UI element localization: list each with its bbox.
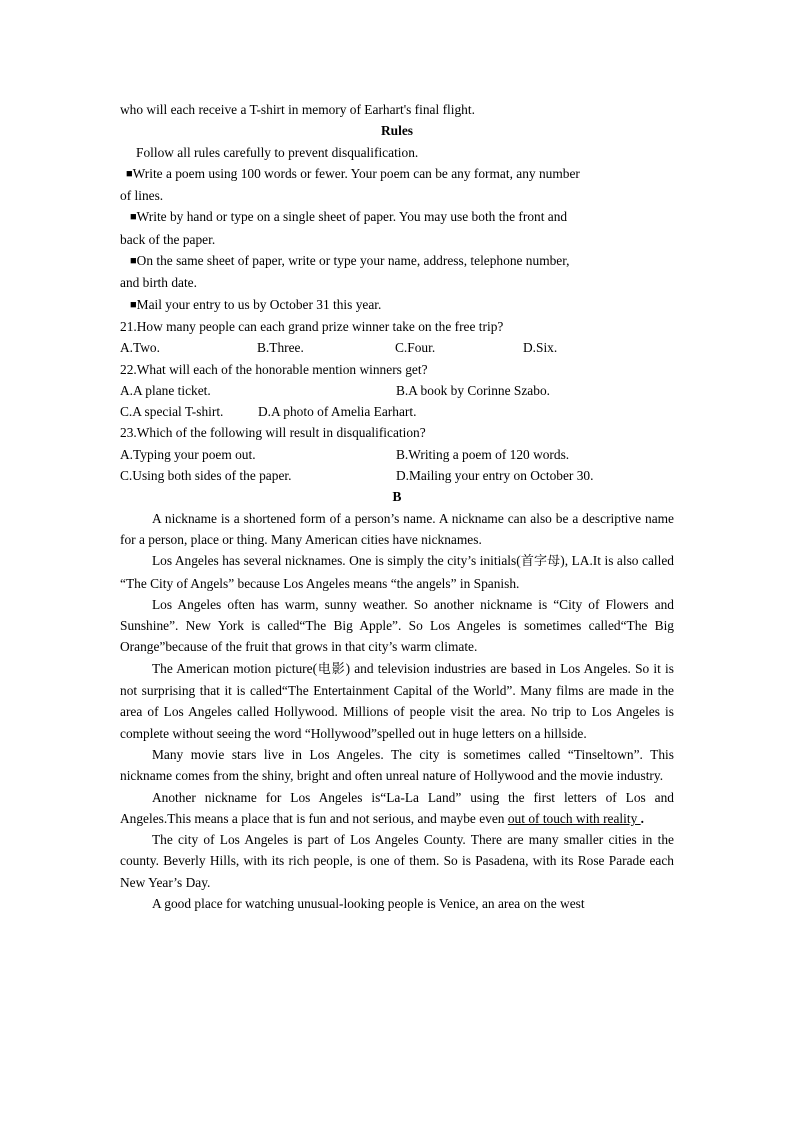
section-b-heading: B [392, 489, 402, 505]
paragraph-6-text-b: . [640, 810, 644, 826]
bullet-icon: ■ [130, 211, 137, 224]
option-c: C.A special T-shirt. [120, 404, 224, 420]
question-21-stem: 21.How many people can each grand prize winner take on the free trip? [120, 318, 504, 334]
bullet-icon: ■ [126, 167, 133, 180]
question-22-options-row1 [120, 380, 674, 401]
question-22-options-row2 [120, 401, 674, 422]
rules-lead: Follow all rules carefully to prevent disqualification. [136, 144, 419, 160]
bullet-icon: ■ [130, 298, 137, 311]
question-21-options [120, 337, 674, 358]
option-d: D.Mailing your entry on October 30. [396, 468, 594, 484]
rule-item-2 [120, 206, 674, 228]
rule-text: Write by hand or type on a single sheet of paper. You may use both the front and [136, 209, 568, 225]
paragraph-4-text-b: ) and television industries are based in Los Angeles. So it is not surprising that it is called“The Entertainment Capital of the World”. Many films are made in the area of Los Angeles called Hollywood. Millions of people visit the area. No trip to Los Angeles is complete without seeing the word “Hollywood”spelled out in huge letters on a hillside. [120, 660, 674, 741]
paragraph-2-cjk: 首字母 [520, 554, 561, 570]
rule-item-1 [120, 163, 674, 185]
rule-item-2-cont: back of the paper. [120, 231, 216, 247]
rule-item-3-cont: and birth date. [120, 275, 197, 291]
paragraph-2 [120, 550, 674, 594]
rule-text: Write a poem using 100 words or fewer. Your poem can be any format, any number [132, 165, 580, 181]
rule-item-1-cont: of lines. [120, 188, 164, 204]
paragraph-1: A nickname is a shortened form of a person’s name. A nickname can also be a descriptive name for a person, place or thing. Many American cities have nicknames. [120, 510, 674, 547]
question-23-options-row2 [120, 465, 674, 486]
paragraph-3: Los Angeles often has warm, sunny weather. So another nickname is “City of Flowers and Sunshine”. New York is called“The Big Apple”. So Los Angeles is sometimes called“The Big Orange”because of the fruit that grows in that city’s warm climate. [120, 596, 674, 655]
paragraph-7: The city of Los Angeles is part of Los Angeles County. There are many smaller cities in the county. Beverly Hills, with its rich people, is one of them. So is Pasadena, with its Rose Parade each New Year’s Day. [120, 832, 674, 890]
option-d: D.Six. [523, 340, 558, 356]
paragraph-6 [120, 787, 674, 830]
question-23-stem: 23.Which of the following will result in disqualification? [120, 425, 426, 441]
paragraph-4 [120, 658, 674, 744]
paragraph-4-text-a: The American motion picture( [152, 660, 318, 676]
paragraph-6-text-a: Another nickname for Los Angeles is“La-La Land” using the first letters of Los and Angeles.This means a place that is fun and not serious, and maybe even [120, 789, 674, 826]
option-b: B.A book by Corinne Szabo. [396, 382, 550, 398]
option-d: D.A photo of Amelia Earhart. [258, 404, 417, 420]
paragraph-2-text-b: ), LA.It is also called “The City of Angels” because Los Angeles means “the angels” in Spanish. [120, 553, 674, 591]
question-23-options-row1 [120, 444, 674, 465]
option-a: A.Typing your poem out. [120, 446, 256, 462]
rule-item-3 [120, 250, 674, 272]
option-c: C.Four. [395, 340, 436, 356]
paragraph-4-cjk: 电影 [317, 661, 346, 677]
option-a: A.Two. [120, 340, 160, 356]
rule-text: Mail your entry to us by October 31 this year. [136, 296, 382, 312]
option-c: C.Using both sides of the paper. [120, 468, 292, 484]
document-page [120, 99, 674, 914]
intro-tail: who will each receive a T-shirt in memory of Earhart's final flight. [120, 102, 475, 117]
option-b: B.Three. [257, 340, 304, 356]
paragraph-2-text-a: Los Angeles has several nicknames. One is simply the city’s initials( [152, 553, 521, 569]
option-b: B.Writing a poem of 120 words. [396, 446, 570, 462]
bullet-icon: ■ [130, 255, 137, 268]
rule-item-4 [120, 294, 674, 316]
underlined-phrase: out of touch with reality [507, 810, 641, 826]
option-a: A.A plane ticket. [120, 382, 211, 398]
question-22-stem: 22.What will each of the honorable mention winners get? [120, 361, 428, 377]
rule-text: On the same sheet of paper, write or type your name, address, telephone number, [136, 253, 570, 269]
paragraph-8: A good place for watching unusual-looking people is Venice, an area on the west [152, 895, 585, 911]
rules-heading: Rules [381, 123, 413, 139]
paragraph-5: Many movie stars live in Los Angeles. The city is sometimes called “Tinseltown”. This nickname comes from the shiny, bright and often unreal nature of Hollywood and the movie industry. [120, 746, 674, 784]
